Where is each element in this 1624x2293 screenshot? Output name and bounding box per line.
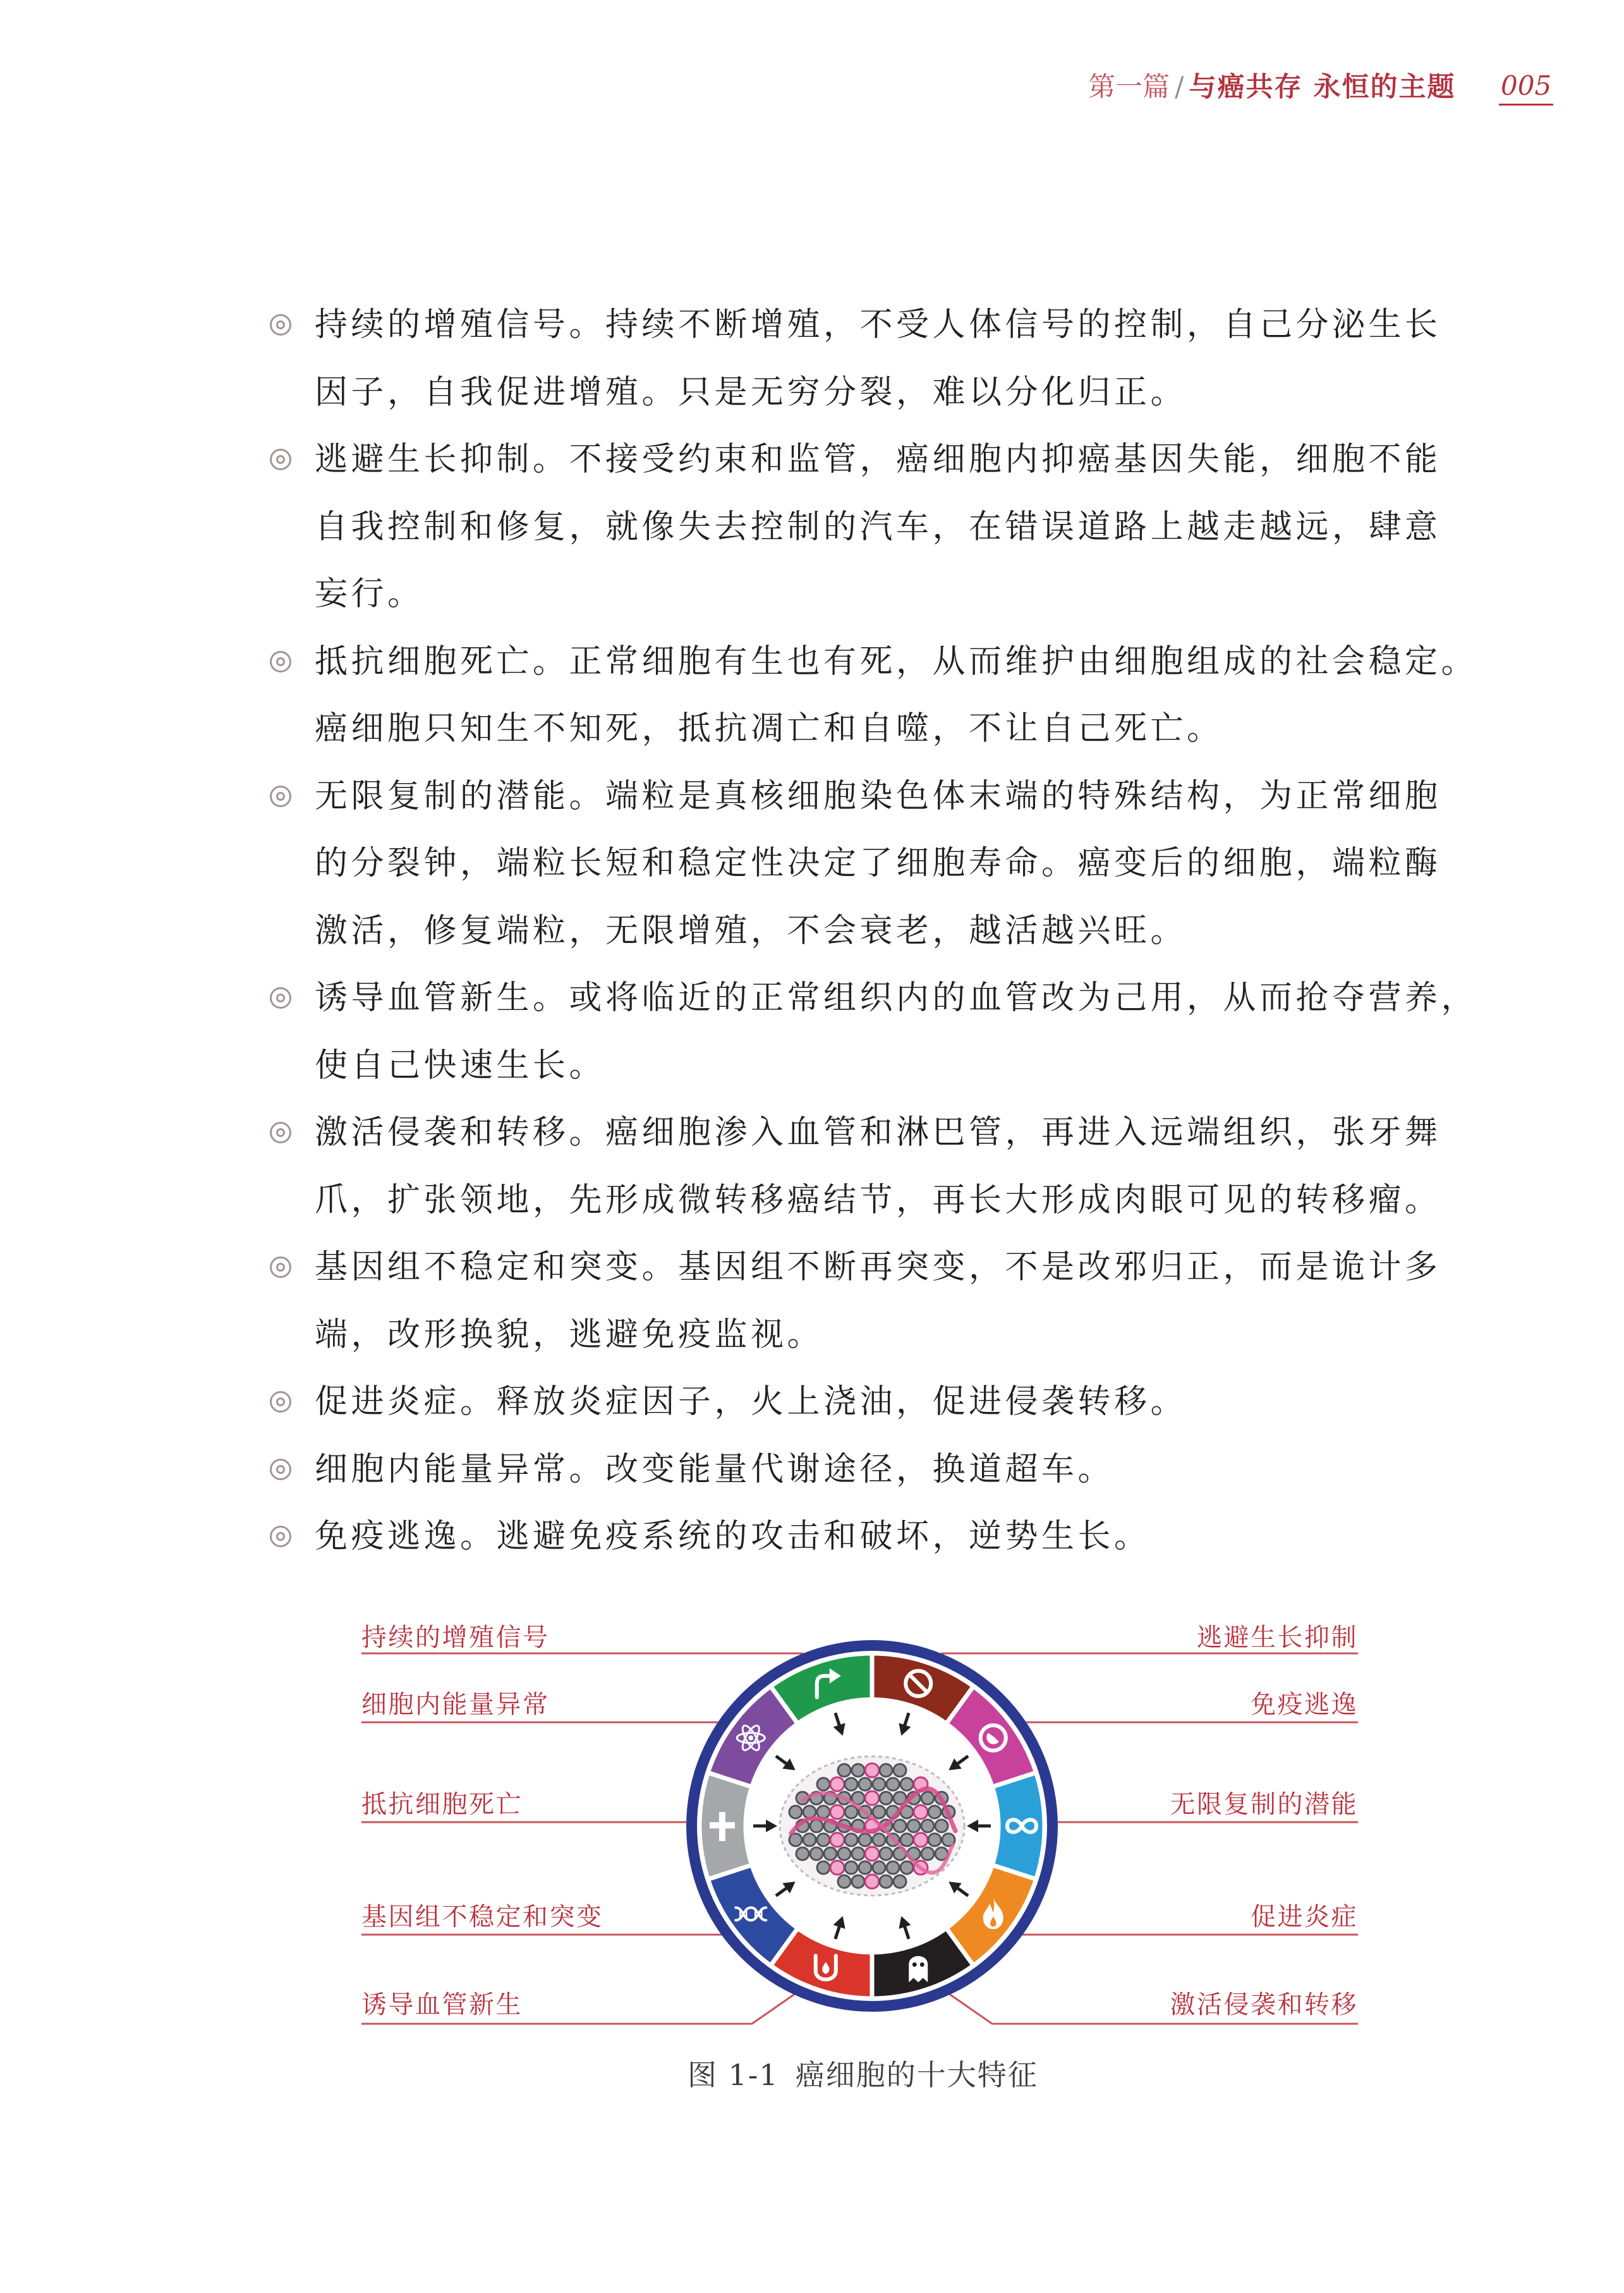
cell: [921, 1792, 934, 1804]
cell: [852, 1875, 864, 1888]
double-circle-bullet-icon: [270, 449, 291, 470]
list-item-line: 爪，扩张领地，先形成微转移癌结节，再长大形成肉眼可见的转移瘤。: [315, 1181, 1441, 1219]
header-separator: /: [1175, 71, 1184, 103]
figure-label-right: 逃避生长抑制: [1197, 1623, 1358, 1652]
figure-label-left: 诱导血管新生: [361, 1990, 523, 2019]
cell: [817, 1861, 830, 1874]
cell: [921, 1820, 934, 1832]
cell: [914, 1833, 928, 1847]
cell: [894, 1764, 906, 1777]
cell: [817, 1778, 830, 1791]
list-item-line: 持续的增殖信号。持续不断增殖，不受人体信号的控制，自己分泌生长: [315, 306, 1441, 344]
figure-label-right: 无限复制的潜能: [1170, 1790, 1358, 1819]
cell: [859, 1834, 871, 1846]
list-item-line: 端，改形换貌，逃避免疫监视。: [315, 1315, 824, 1354]
page-number: 005: [1499, 70, 1553, 106]
cell: [852, 1764, 864, 1777]
list-item-line: 妄行。: [315, 575, 424, 613]
cell: [887, 1778, 899, 1791]
cell: [928, 1834, 941, 1846]
list-item-line: 细胞内能量异常。改变能量代谢途径，换道超车。: [315, 1450, 1115, 1488]
cell: [838, 1847, 851, 1860]
cell: [921, 1847, 934, 1860]
cell: [928, 1806, 941, 1818]
cell: [830, 1805, 844, 1819]
double-circle-bullet-icon: [270, 1122, 291, 1143]
double-circle-bullet-icon: [270, 1526, 291, 1547]
figure-caption: [688, 2057, 1038, 2093]
cell: [845, 1806, 857, 1818]
cell: [845, 1861, 857, 1874]
double-circle-bullet-icon: [270, 651, 291, 672]
list-item: [270, 1368, 1477, 1436]
figure-label-left: 持续的增殖信号: [361, 1623, 550, 1652]
hallmarks-list: [270, 291, 1477, 1571]
figure-label-left: 抵抗细胞死亡: [361, 1790, 523, 1819]
double-circle-bullet-icon: [270, 786, 291, 807]
cell: [935, 1820, 948, 1832]
double-circle-bullet-icon: [270, 1391, 291, 1413]
list-item-line: 激活，修复端粒，无限增殖，不会衰老，越活越兴旺。: [315, 911, 1187, 950]
figure-number: 图 1-1: [688, 2058, 779, 2092]
list-item: [270, 628, 1477, 763]
cell: [887, 1861, 899, 1874]
cell: [852, 1847, 864, 1860]
cell: [880, 1875, 892, 1888]
cell: [865, 1875, 879, 1889]
list-item: [270, 1503, 1477, 1571]
list-item-line: 基因组不稳定和突变。基因组不断再突变，不是改邪归正，而是诡计多: [315, 1248, 1441, 1286]
figure-label-right: 激活侵袭和转移: [1170, 1990, 1358, 2019]
chapter-title: 与癌共存 永恒的主题: [1189, 71, 1456, 103]
list-item: [270, 426, 1477, 628]
cell: [873, 1806, 885, 1818]
cell: [830, 1777, 844, 1791]
cell: [900, 1778, 913, 1791]
cell: [789, 1806, 802, 1818]
cell: [865, 1791, 879, 1805]
cell: [880, 1847, 892, 1860]
list-item: [270, 1436, 1477, 1504]
cell: [873, 1861, 885, 1874]
cell: [880, 1792, 892, 1804]
list-item: [270, 1234, 1477, 1368]
cell: [824, 1847, 837, 1860]
cell: [865, 1763, 879, 1777]
cell: [880, 1764, 892, 1777]
cell: [845, 1834, 857, 1846]
list-item-line: 免疫逃逸。逃避免疫系统的攻击和破坏，逆势生长。: [315, 1518, 1151, 1555]
hallmarks-diagram: [0, 1605, 1624, 2048]
list-item: [270, 964, 1477, 1099]
cell: [838, 1875, 851, 1888]
list-item: [270, 291, 1477, 426]
cell: [894, 1820, 906, 1832]
cell: [845, 1778, 857, 1791]
list-item-line: 使自己快速生长。: [315, 1046, 606, 1085]
cell: [817, 1834, 830, 1846]
cell: [865, 1847, 879, 1861]
figure-label-right: 促进炎症: [1251, 1902, 1358, 1931]
list-item-line: 的分裂钟，端粒长短和稳定性决定了细胞寿命。癌变后的细胞，端粒酶: [315, 844, 1441, 882]
cell: [873, 1778, 885, 1791]
double-circle-bullet-icon: [270, 1256, 291, 1278]
cell: [907, 1820, 920, 1832]
cell: [796, 1847, 809, 1860]
cell: [894, 1875, 906, 1888]
double-circle-bullet-icon: [270, 1459, 291, 1480]
list-item-line: 抵抗细胞死亡。正常细胞有生也有死，从而维护由细胞组成的社会稳定。: [315, 642, 1478, 681]
cell: [900, 1834, 913, 1846]
running-header: [1088, 70, 1455, 105]
cell: [810, 1847, 823, 1860]
list-item-line: 逃避生长抑制。不接受约束和监管，癌细胞内抑癌基因失能，细胞不能: [315, 441, 1441, 478]
cell: [838, 1764, 851, 1777]
figure-title: 癌细胞的十大特征: [795, 2058, 1038, 2092]
part-label: 第一篇: [1088, 71, 1170, 103]
ghost-icon: [909, 1956, 928, 1983]
list-item-line: 激活侵袭和转移。癌细胞渗入血管和淋巴管，再进入远端组织，张牙舞: [315, 1114, 1441, 1152]
figure-label-left: 基因组不稳定和突变: [361, 1902, 603, 1931]
cell: [810, 1820, 823, 1832]
list-item-line: 无限复制的潜能。端粒是真核细胞染色体末端的特殊结构，为正常细胞: [315, 777, 1441, 815]
list-item: [270, 1099, 1477, 1234]
cell: [900, 1861, 913, 1874]
list-item-line: 癌细胞只知生不知死，抵抗凋亡和自噬，不让自己死亡。: [315, 710, 1223, 748]
list-item-line: 因子，自我促进增殖。只是无穷分裂，难以分化归正。: [315, 373, 1187, 411]
cell: [859, 1778, 871, 1791]
cell: [830, 1833, 844, 1847]
cell-cluster: [780, 1756, 964, 1895]
cell: [873, 1834, 885, 1846]
list-item-line: 自我控制和修复，就像失去控制的汽车，在错误道路上越走越远，肆意: [315, 508, 1441, 546]
double-circle-bullet-icon: [270, 314, 291, 336]
list-item-line: 诱导血管新生。或将临近的正常组织内的血管改为己用，从而抢夺营养，: [315, 979, 1478, 1017]
cell: [914, 1805, 928, 1819]
list-item: [270, 763, 1477, 965]
double-circle-bullet-icon: [270, 987, 291, 1009]
cell: [830, 1861, 844, 1875]
figure-label-right: 免疫逃逸: [1251, 1690, 1358, 1719]
cell: [803, 1834, 816, 1846]
figure-label-left: 细胞内能量异常: [361, 1690, 550, 1719]
cell: [859, 1861, 871, 1874]
list-item-line: 促进炎症。释放炎症因子，火上浇油，促进侵袭转移。: [315, 1383, 1187, 1421]
